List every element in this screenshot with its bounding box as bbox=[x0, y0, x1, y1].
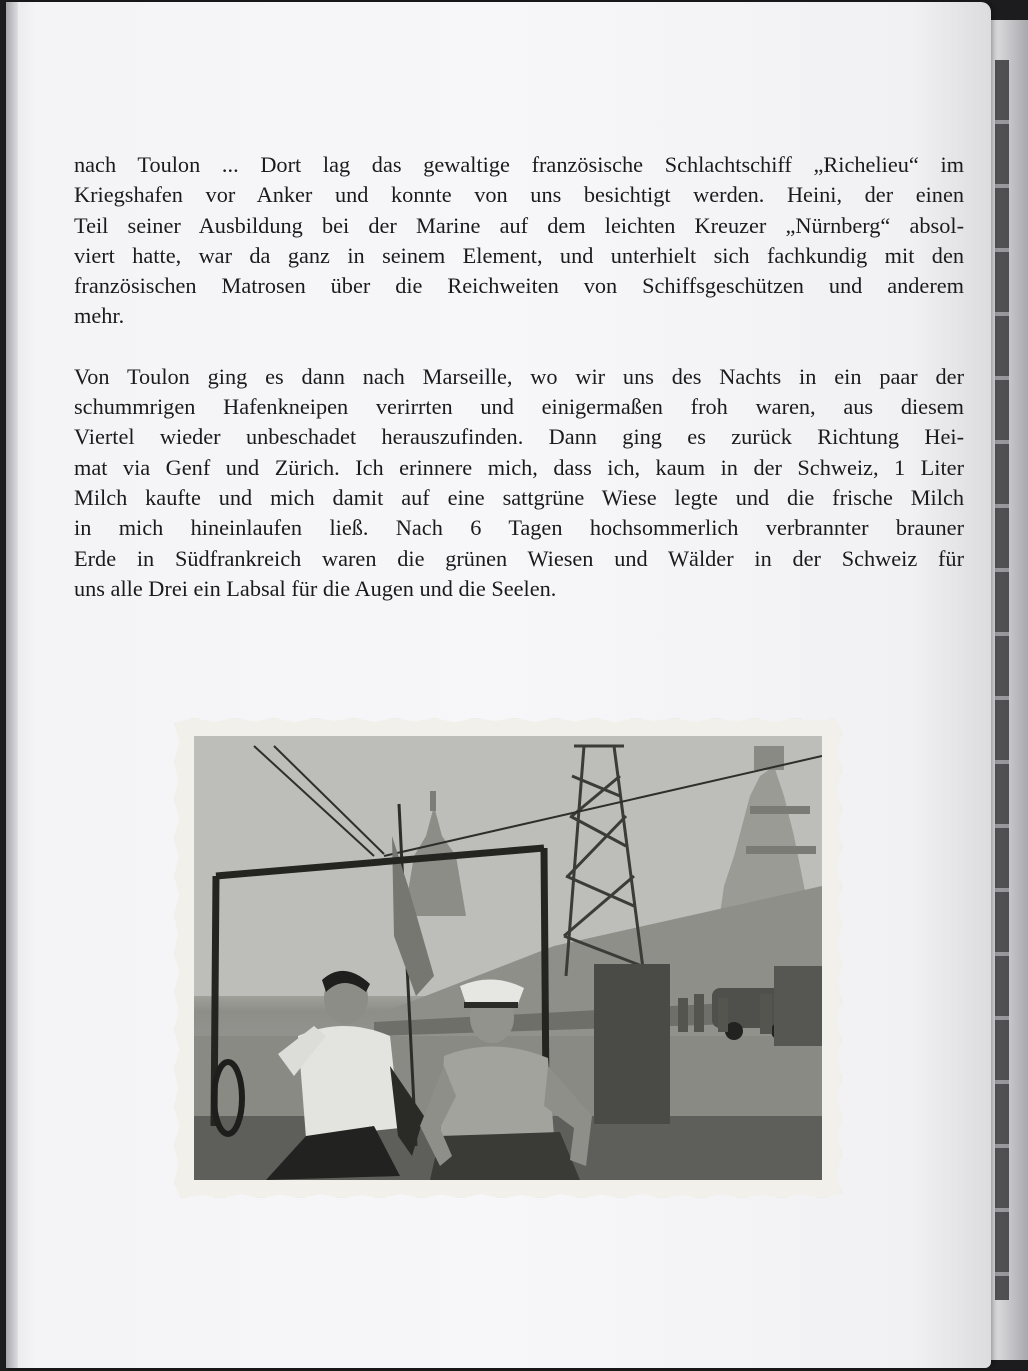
book-page bbox=[6, 2, 991, 1368]
text-line: Viertel wieder unbeschadet herauszufinden. Dann ging es zurück Richtung Hei- bbox=[74, 424, 964, 450]
text-line: Von Toulon ging es dann nach Marseille, wo wir uns des Nachts in ein paar der bbox=[74, 363, 964, 389]
text-line: uns alle Drei ein Labsal für die Augen und die Seelen. bbox=[74, 575, 557, 601]
body-text bbox=[74, 150, 964, 604]
text-line: viert hatte, war da ganz in seinem Element, und unterhielt sich fachkundig mit den bbox=[74, 242, 964, 268]
page-spine-shadow bbox=[6, 2, 18, 1368]
paragraph-2 bbox=[74, 362, 964, 604]
text-line: Milch kaufte und mich damit auf eine sattgrüne Wiese legte und die frische Milch bbox=[74, 484, 964, 510]
text-line: mat via Genf und Zürich. Ich erinnere mich, dass ich, kaum in der Schweiz, 1 Liter bbox=[74, 454, 964, 480]
paragraph-1 bbox=[74, 150, 964, 332]
text-line: Kriegshafen vor Anker und konnte von uns besichtigt werden. Heini, der einen bbox=[74, 182, 964, 208]
text-line: in mich hineinlaufen ließ. Nach 6 Tagen hochsommerlich verbrannter brauner bbox=[74, 515, 964, 541]
text-line: schummrigen Hafenkneipen verirrten und einigermaßen froh waren, aus diesem bbox=[74, 394, 964, 420]
text-line: Teil seiner Ausbildung bei der Marine auf dem leichten Kreuzer „Nürnberg“ absol- bbox=[74, 212, 964, 238]
photo-frame bbox=[174, 718, 842, 1198]
text-line: mehr. bbox=[74, 303, 125, 329]
harbor-photo bbox=[194, 736, 822, 1180]
text-line: Erde in Südfrankreich waren die grünen Wiesen und Wälder in der Schweiz für bbox=[74, 545, 964, 571]
harbor-photo-illustration bbox=[194, 736, 822, 1180]
text-line: nach Toulon ... Dort lag das gewaltige französische Schlachtschiff „Richelieu“ im bbox=[74, 152, 964, 177]
text-line: französischen Matrosen über die Reichweiten von Schiffsgeschützen und anderem bbox=[74, 273, 964, 299]
back-page-edge bbox=[995, 60, 1009, 1300]
